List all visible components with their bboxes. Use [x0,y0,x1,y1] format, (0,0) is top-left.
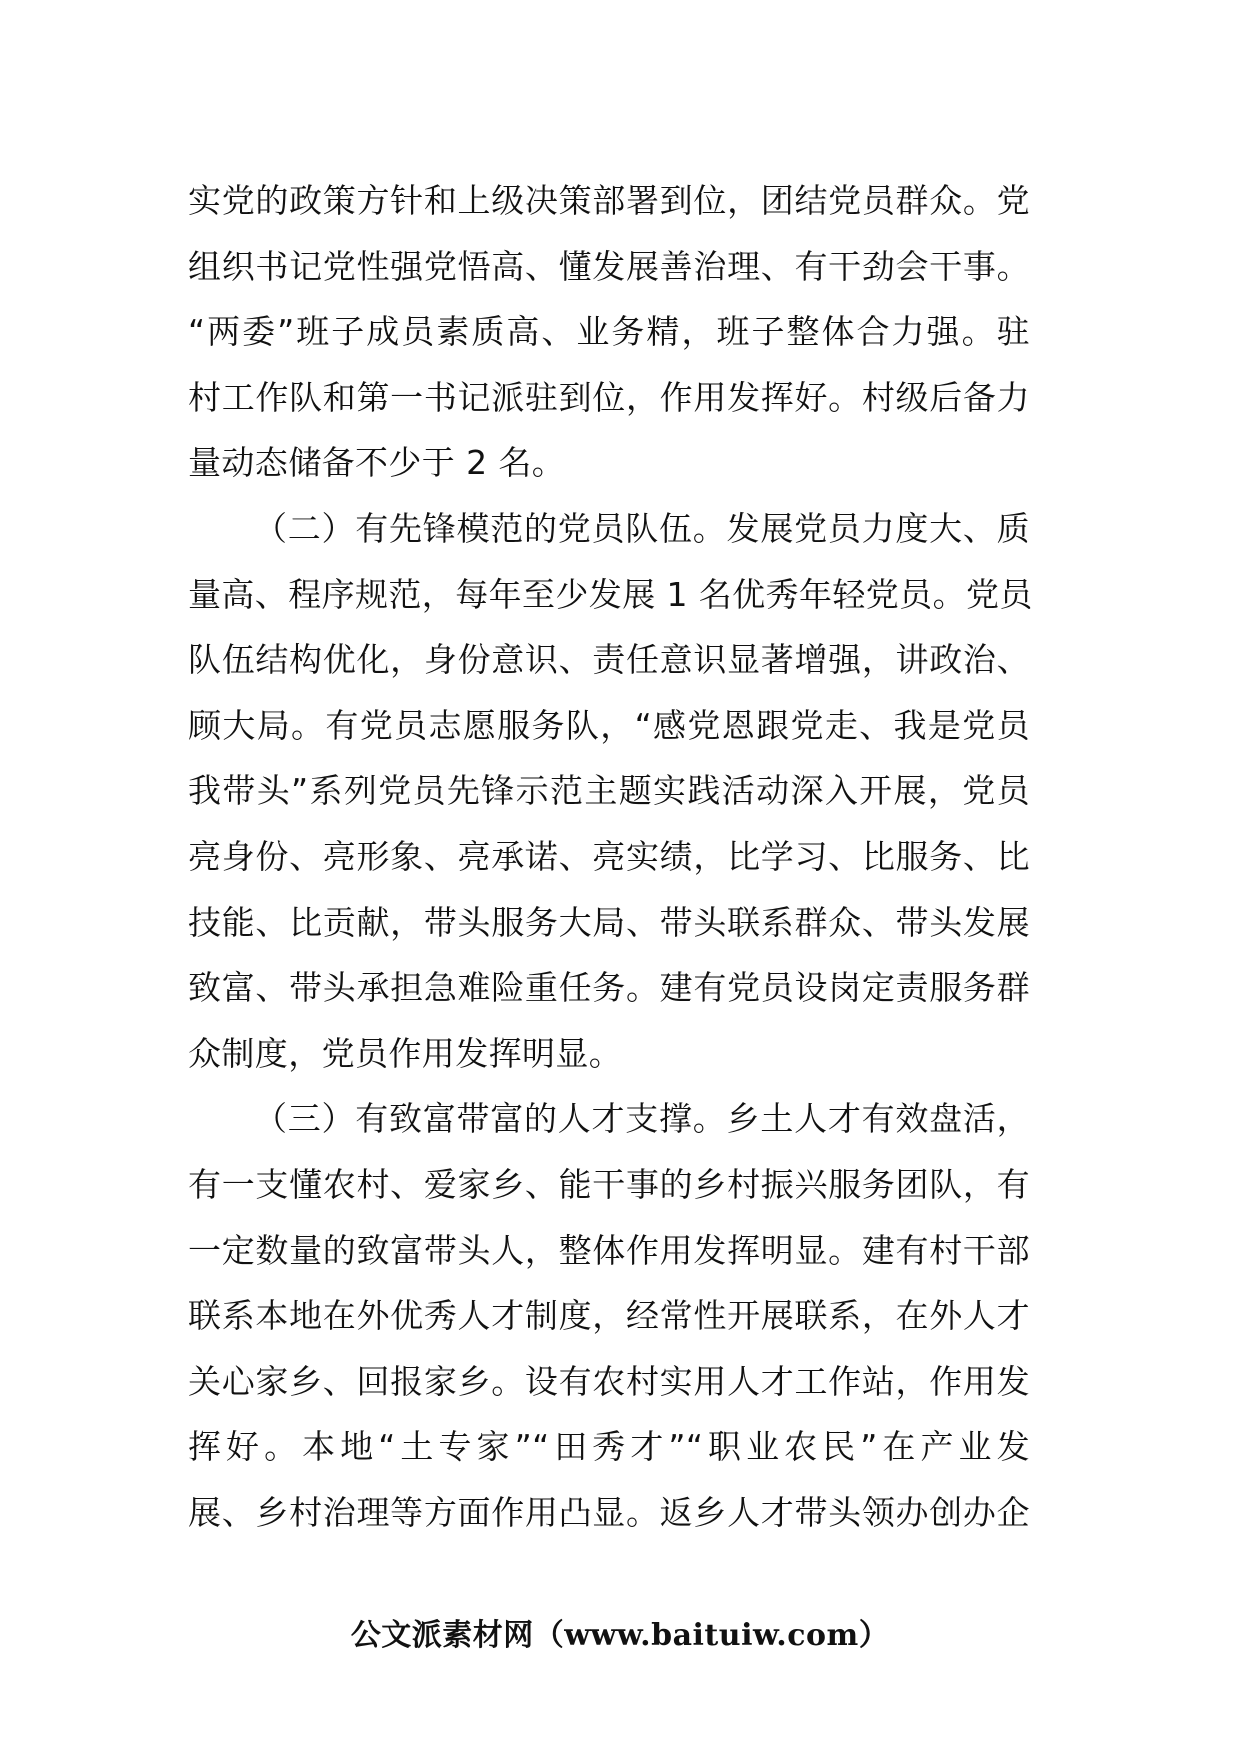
text-line: “两委”班子成员素质高、业务精，班子整体合力强。驻 [188,312,1030,352]
text-line: 众制度，党员作用发挥明显。 [188,1033,623,1073]
text-line: 亮身份、亮形象、亮承诺、亮实绩，比学习、比服务、比 [188,836,1030,876]
text-line: 关心家乡、回报家乡。设有农村实用人才工作站，作用发 [188,1361,1030,1401]
text-line: 一定数量的致富带头人，整体作用发挥明显。建有村干部 [188,1230,1030,1270]
text-line: 联系本地在外优秀人才制度，经常性开展联系，在外人才 [188,1296,1030,1336]
text-line: 展、乡村治理等方面作用凸显。返乡人才带头领办创办企 [188,1492,1030,1532]
text-line: 挥好。本地“土专家”“田秀才”“职业农民”在产业发 [188,1427,1030,1467]
text-line: 量高、程序规范，每年至少发展 1 名优秀年轻党员。党员 [188,574,1033,614]
text-line: 我带头”系列党员先锋示范主题实践活动深入开展，党员 [188,771,1030,811]
text-line: 实党的政策方针和上级决策部署到位，团结党员群众。党 [188,181,1030,220]
document-body [188,168,1033,1545]
text-line: 顾大局。有党员志愿服务队，“感党恩跟党走、我是党员 [188,705,1030,745]
footer-watermark-text: 公文派素材网（www.baituiw.com） [350,1618,890,1653]
text-line-indented: （三）有致富带富的人才支撑。乡土人才有效盘活， [254,1099,1030,1139]
text-line: 量动态储备不少于 2 名。 [188,443,566,483]
text-line: 队伍结构优化，身份意识、责任意识显著增强，讲政治、 [188,640,1030,680]
text-line: 有一支懂农村、爱家乡、能干事的乡村振兴服务团队，有 [188,1164,1030,1204]
paragraph-1 [188,168,1030,496]
text-line: 技能、比贡献，带头服务大局、带头联系群众、带头发展 [188,902,1030,942]
paragraph-3 [188,1086,1030,1545]
text-line-indented: （二）有先锋模范的党员队伍。发展党员力度大、质 [254,508,1030,548]
text-line: 组织书记党性强党悟高、懂发展善治理、有干劲会干事。 [188,246,1030,286]
paragraph-2 [188,496,1033,1086]
text-line: 村工作队和第一书记派驻到位，作用发挥好。村级后备力 [188,377,1030,417]
text-line: 致富、带头承担急难险重任务。建有党员设岗定责服务群 [188,968,1030,1008]
